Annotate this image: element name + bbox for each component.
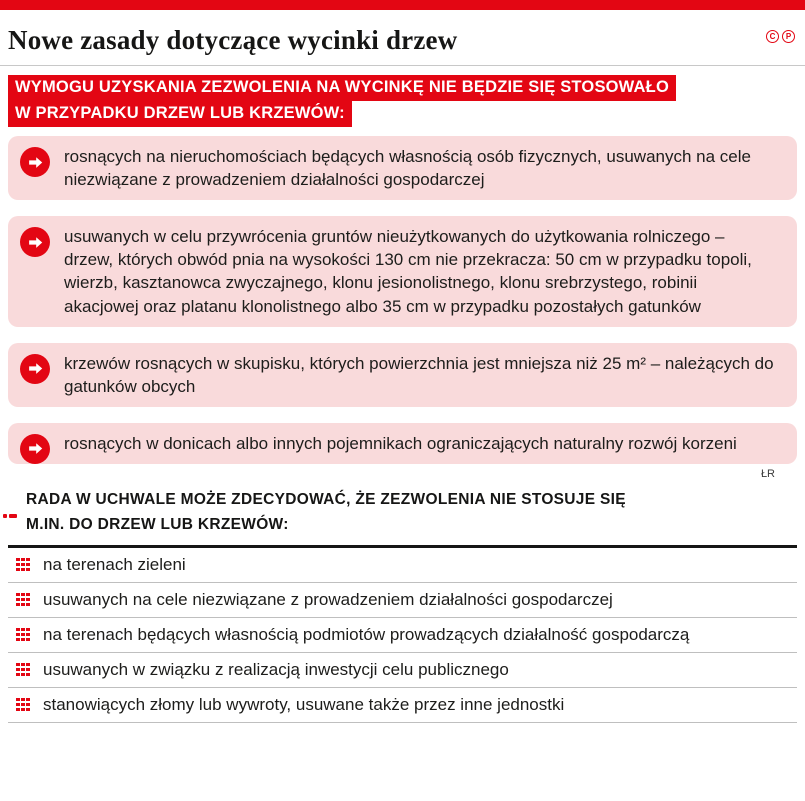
exemption-box xyxy=(8,343,797,407)
arrow-right-icon xyxy=(20,434,50,464)
grid-icon xyxy=(16,593,30,606)
list-item xyxy=(8,548,797,583)
section-heading xyxy=(0,480,805,545)
list-item xyxy=(8,653,797,688)
publisher-badges xyxy=(766,30,795,43)
exemption-text: rosnących na nieruchomościach będących własnością osób fizycznych, usuwanych na cele niezwiązane z prowadzeniem działalności gospodarczej xyxy=(64,147,751,190)
list-item xyxy=(8,583,797,618)
arrow-right-icon xyxy=(20,147,50,177)
top-red-bar xyxy=(0,0,805,10)
list-item-text: na terenach będących własnością podmiotów prowadzących działalność gospodarczą xyxy=(43,624,690,644)
author-credit: ŁR xyxy=(760,467,775,480)
council-exceptions-list xyxy=(8,545,797,723)
list-item-text: usuwanych na cele niezwiązane z prowadzeniem działalności gospodarczej xyxy=(43,589,613,609)
grid-icon xyxy=(16,698,30,711)
exemption-boxes xyxy=(0,129,805,464)
circle-p-icon: P xyxy=(782,30,795,43)
grid-icon xyxy=(16,628,30,641)
dash-bullet-icon xyxy=(3,494,17,538)
exemption-text: rosnących w donicach albo innych pojemnikach ograniczających naturalny rozwój korzeni xyxy=(64,433,737,453)
arrow-right-icon xyxy=(20,227,50,257)
arrow-right-icon xyxy=(20,354,50,384)
list-item xyxy=(8,618,797,653)
header xyxy=(0,10,805,66)
circle-c-icon: C xyxy=(766,30,779,43)
list-item-text: stanowiących złomy lub wywroty, usuwane także przez inne jednostki xyxy=(43,694,565,714)
exemption-text: usuwanych w celu przywrócenia gruntów nieużytkowanych do użytkowania rolniczego – drzew, których obwód pnia na wysokości 130 cm nie przekracza: 50 cm w przypadku topoli, wierzb, kasztanowca zwyczajnego, klonu jesionolistnego, klonu srebrzystego, robinii akacjowej oraz platanu klonolistnego albo 35 cm w przypadku pozostałych gatunków xyxy=(64,227,752,316)
exemption-box xyxy=(8,136,797,200)
banner-line-1: WYMOGU UZYSKANIA ZEZWOLENIA NA WYCINKĘ NIE BĘDZIE SIĘ STOSOWAŁO xyxy=(8,75,676,101)
section-heading-text: RADA W UCHWALE MOŻE ZDECYDOWAĆ, ŻE ZEZWOLENIA NIE STOSUJE SIĘ M.IN. DO DRZEW LUB KRZEWÓW: xyxy=(26,490,626,533)
grid-icon xyxy=(16,558,30,571)
list-item-text: usuwanych w związku z realizacją inwestycji celu publicznego xyxy=(43,659,509,679)
exemption-box xyxy=(8,216,797,326)
exemption-box xyxy=(8,423,797,464)
red-banner xyxy=(0,66,805,129)
list-item-text: na terenach zieleni xyxy=(43,554,186,574)
banner-line-2: W PRZYPADKU DRZEW LUB KRZEWÓW: xyxy=(8,101,352,127)
exemption-text: krzewów rosnących w skupisku, których powierzchnia jest mniejsza niż 25 m² – należących do gatunków obcych xyxy=(64,353,774,396)
list-item xyxy=(8,688,797,723)
page-title: Nowe zasady dotyczące wycinki drzew xyxy=(8,25,458,55)
grid-icon xyxy=(16,663,30,676)
